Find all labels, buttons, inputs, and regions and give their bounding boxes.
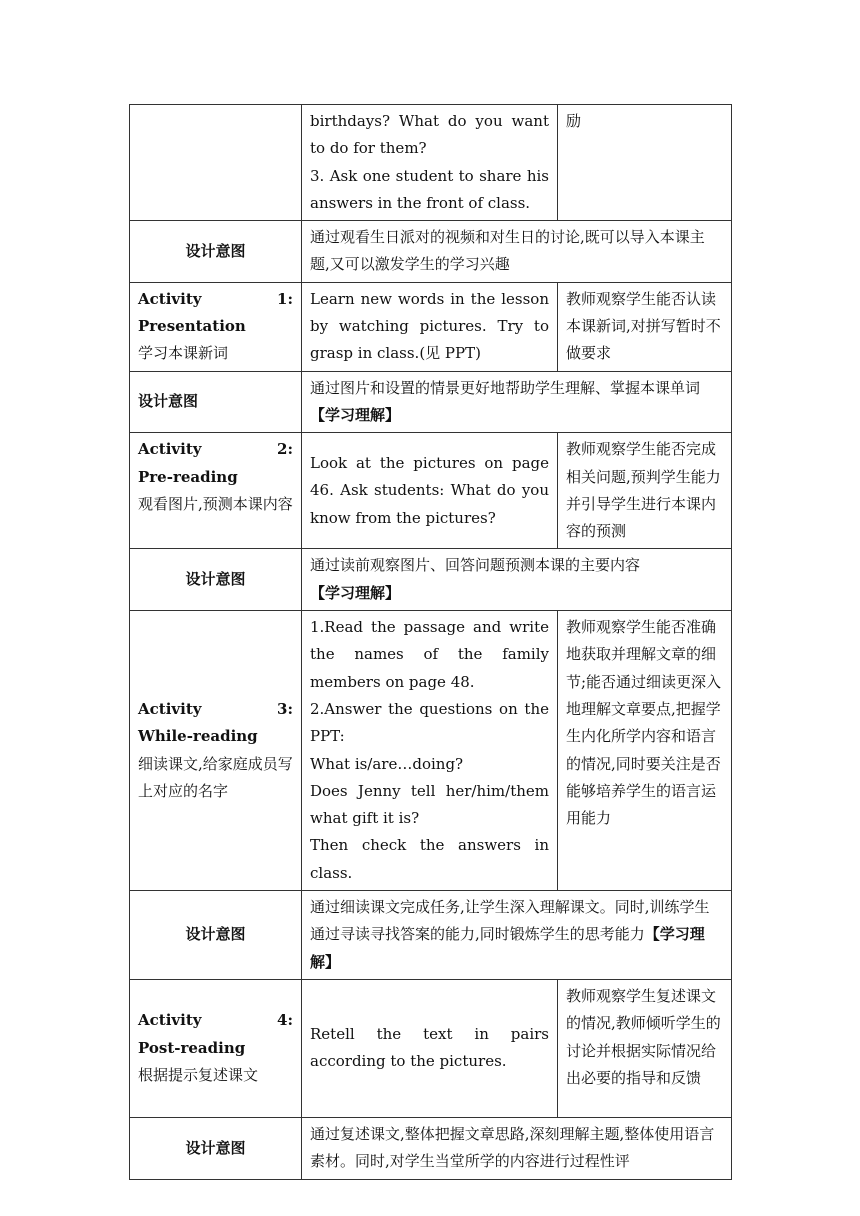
step-text: 1.Read the passage and write the names of the family members on page 48. (310, 618, 549, 691)
table-row (130, 549, 732, 611)
activity-heading (138, 286, 293, 313)
table-row (130, 221, 732, 283)
design-intent-label: 设计意图 (130, 371, 302, 433)
step-text: 3. Ask one student to share his answers in the front of class. (310, 166, 549, 212)
activity-number: 3: (277, 699, 293, 718)
design-intent-text: 通过读前观察图片、回答问题预测本课的主要内容 (310, 556, 641, 575)
activity-description: 学习本课新词 (138, 344, 229, 363)
table-row (130, 433, 732, 549)
design-intent-text: 通过细读课文完成任务,让学生深入理解课文。同时,训练学生通过寻读寻找答案的能力,同时锻炼学生的思考能力 (310, 898, 710, 944)
competency-tag: 【学习理解】 (310, 925, 705, 971)
design-intent-label: 设计意图 (130, 221, 302, 283)
design-intent-cell (302, 891, 732, 980)
activity-description: 观看图片,预测本课内容 (138, 494, 293, 513)
activity-stage: Presentation (138, 317, 246, 336)
activity-title-cell (130, 979, 302, 1117)
step-text: What is/are…doing? (310, 754, 464, 773)
design-intent-cell (302, 549, 732, 611)
evaluation-cell: 教师观察学生能否认读本课新词,对拼写暂时不做要求 (558, 282, 732, 371)
activity-steps-cell: Learn new words in the lesson by watching pictures. Try to grasp in class.(见 PPT) (302, 282, 558, 371)
design-intent-text: 通过图片和设置的情景更好地帮助学生理解、掌握本课单词 (310, 378, 701, 397)
lesson-plan-table (129, 104, 732, 1180)
competency-tag: 【学习理解】 (310, 405, 401, 424)
activity-title-cell (130, 433, 302, 549)
activity-name: Activity (138, 699, 202, 718)
evaluation-cell: 教师观察学生能否完成相关问题,预判学生能力并引导学生进行本课内容的预测 (558, 433, 732, 549)
activity-name: Activity (138, 440, 202, 459)
table-row (130, 371, 732, 433)
activity-stage: While-reading (138, 727, 258, 746)
evaluation-cell: 励 (558, 105, 732, 221)
table-row (130, 979, 732, 1117)
activity-description: 根据提示复述课文 (138, 1066, 259, 1085)
activity-heading (138, 696, 293, 723)
step-text: Then check the answers in class. (310, 836, 549, 882)
activity-heading (138, 436, 293, 463)
table-row (130, 1117, 732, 1179)
table-row (130, 105, 732, 221)
activity-number: 1: (277, 289, 293, 308)
activity-steps-cell (302, 105, 558, 221)
design-intent-label: 设计意图 (130, 1117, 302, 1179)
table-row (130, 611, 732, 891)
activity-number: 2: (277, 440, 293, 459)
table-row (130, 891, 732, 980)
step-text: birthdays? What do you want to do for them? (310, 112, 549, 158)
activity-steps-cell: Look at the pictures on page 46. Ask students: What do you know from the pictures? (302, 433, 558, 549)
activity-title-cell (130, 282, 302, 371)
step-text: 2.Answer the questions on the PPT: (310, 699, 549, 746)
step-text: Does Jenny tell her/him/them what gift it is? (310, 781, 549, 828)
design-intent-text: 通过观看生日派对的视频和对生日的讨论,既可以导入本课主题,又可以激发学生的学习兴趣 (302, 221, 732, 283)
design-intent-label: 设计意图 (130, 549, 302, 611)
design-intent-text: 通过复述课文,整体把握文章思路,深刻理解主题,整体使用语言素材。同时,对学生当堂所学的内容进行过程性评 (302, 1117, 732, 1179)
activity-description: 细读课文,给家庭成员写上对应的名字 (138, 754, 293, 800)
empty-cell (130, 105, 302, 221)
evaluation-cell: 教师观察学生能否准确地获取并理解文章的细节;能否通过细读更深入地理解文章要点,把握学生内化所学内容和语言的情况,同时要关注是否能够培养学生的语言运用能力 (558, 611, 732, 891)
activity-number: 4: (277, 1011, 293, 1030)
activity-stage: Pre-reading (138, 467, 238, 486)
activity-name: Activity (138, 289, 202, 308)
design-intent-label: 设计意图 (130, 891, 302, 980)
evaluation-cell: 教师观察学生复述课文的情况,教师倾听学生的讨论并根据实际情况给出必要的指导和反馈 (558, 979, 732, 1117)
competency-tag: 【学习理解】 (310, 583, 401, 602)
activity-heading (138, 1007, 293, 1034)
activity-name: Activity (138, 1011, 202, 1030)
activity-title-cell (130, 611, 302, 891)
activity-steps-cell (302, 611, 558, 891)
design-intent-cell (302, 371, 732, 433)
table-row (130, 282, 732, 371)
activity-steps-cell: Retell the text in pairs according to the pictures. (302, 979, 558, 1117)
activity-stage: Post-reading (138, 1038, 246, 1057)
